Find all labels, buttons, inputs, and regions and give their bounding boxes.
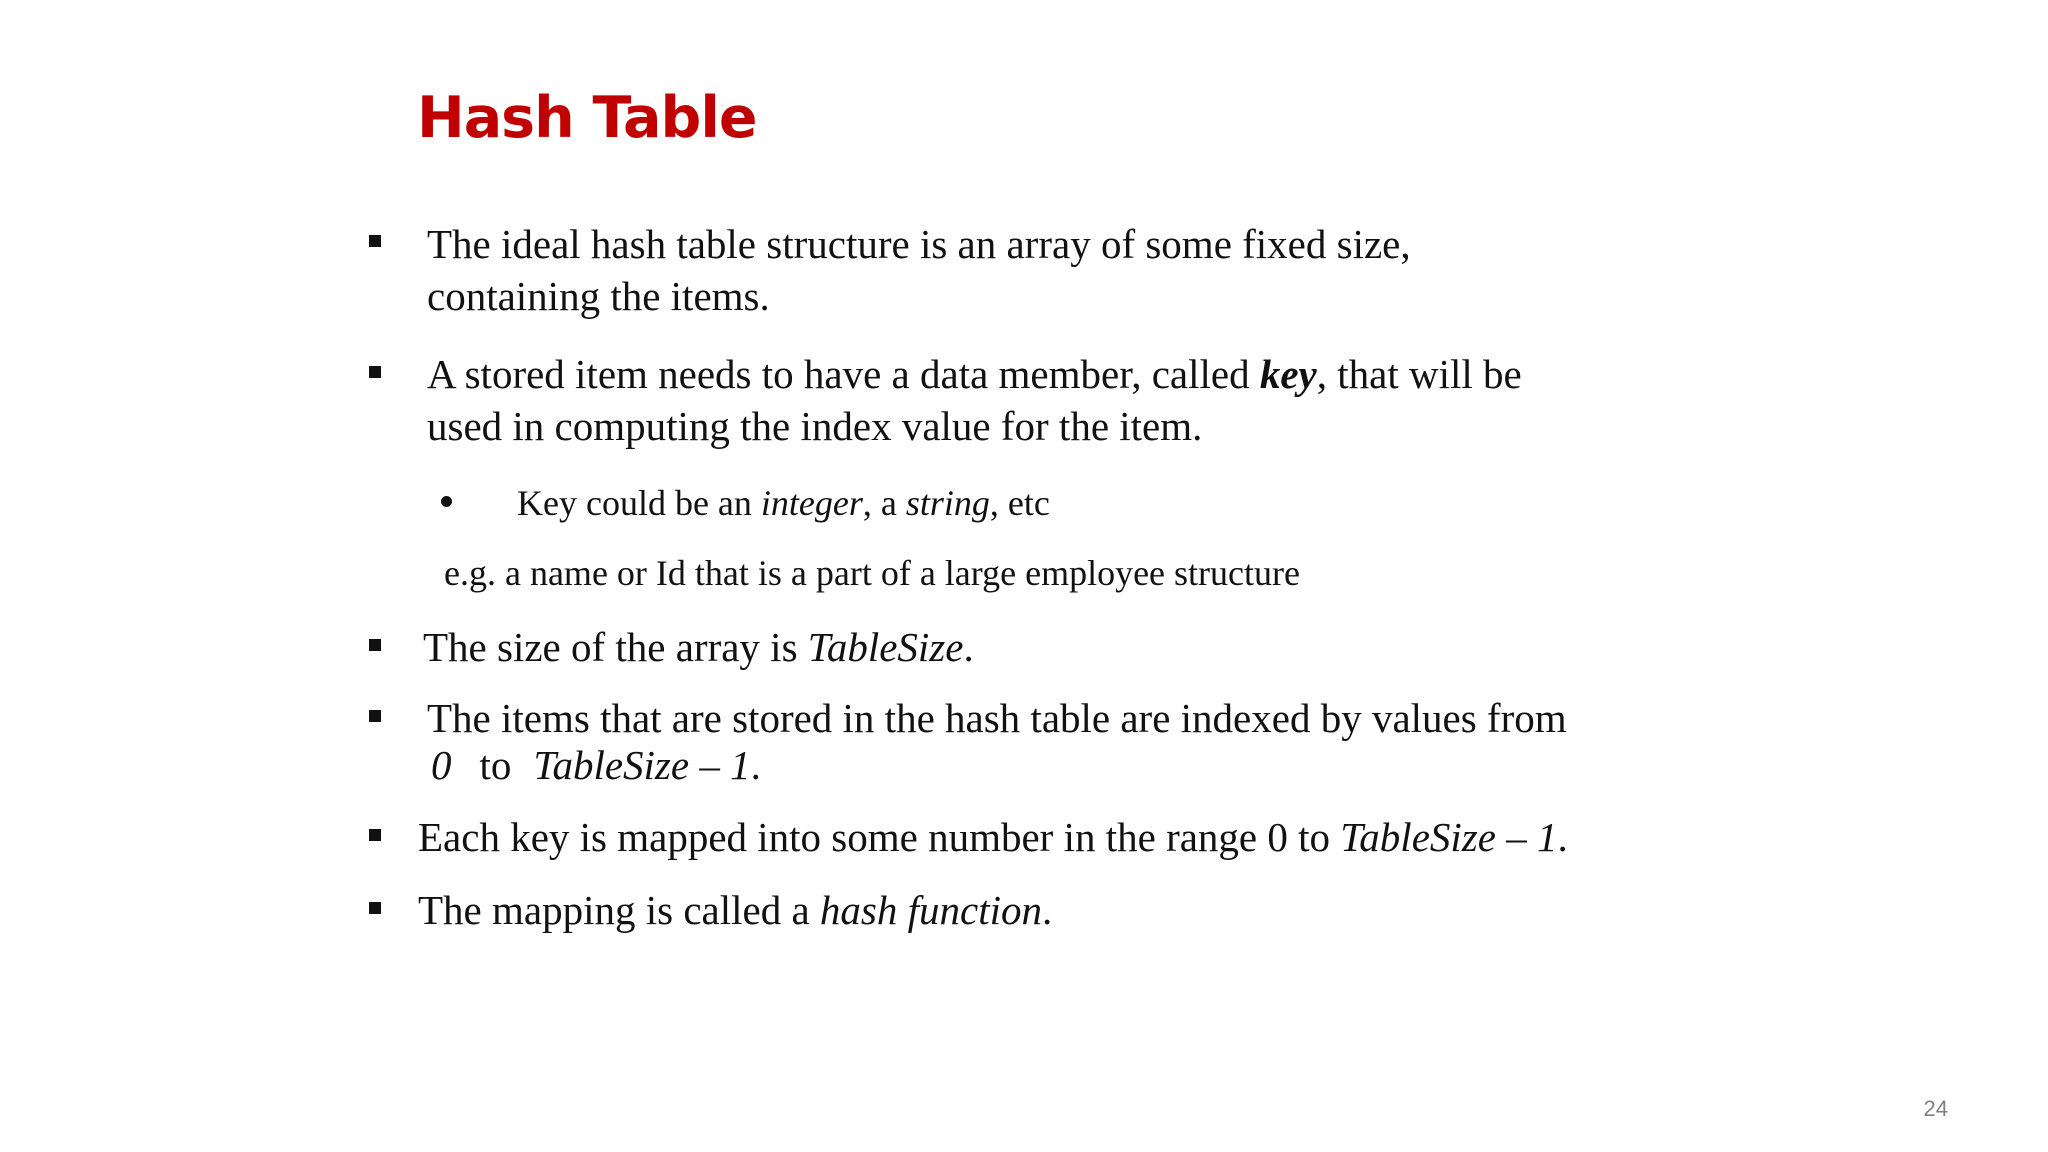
slide-title: Hash Table [417,85,757,151]
square-bullet-icon [369,829,381,841]
square-bullet-icon [369,235,381,247]
bullet-4-line-2: 0 to TableSize – 1. [431,742,761,788]
square-bullet-icon [369,639,381,651]
sub-bullet-key-types: Key could be an integer, a string, etc [517,483,1050,523]
bullet-2-line-1: A stored item needs to have a data member, called key, that will be [427,351,1522,397]
bullet-5: Each key is mapped into some number in the range 0 to TableSize – 1. [418,814,1568,860]
bullet-1-line-1: The ideal hash table structure is an array of some fixed size, [427,221,1411,267]
bullet-2-line-2: used in computing the index value for the item. [427,403,1203,449]
bullet-1-line-2: containing the items. [427,273,770,319]
example-line: e.g. a name or Id that is a part of a large employee structure [444,553,1300,593]
square-bullet-icon [369,710,381,722]
page-number: 24 [1923,1096,1948,1121]
bullet-4-line-1: The items that are stored in the hash table are indexed by values from [427,695,1567,741]
square-bullet-icon [369,902,381,914]
square-bullet-icon [369,366,381,378]
key-term: key [1259,351,1317,397]
round-bullet-icon [441,496,452,507]
bullet-3: The size of the array is TableSize. [423,624,974,670]
bullet-6: The mapping is called a hash function. [418,887,1053,933]
